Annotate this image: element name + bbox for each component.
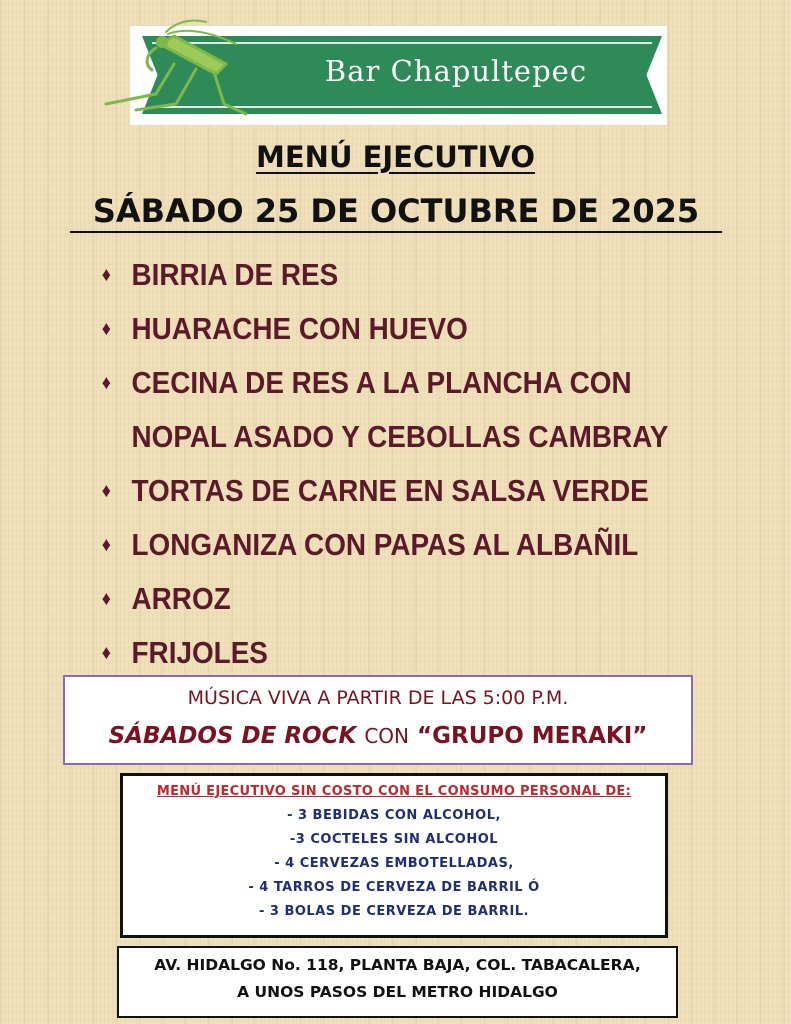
diamond-bullet-icon: ♦ [101,318,111,340]
promo-line: - 3 BOLAS DE CERVEZA DE BARRIL. [258,904,529,919]
address-box [117,946,678,1018]
menu-item [100,464,712,518]
menu-item [100,302,712,356]
diamond-bullet-icon: ♦ [101,588,111,610]
diamond-bullet-icon: ♦ [101,264,111,286]
menu-title [0,140,791,174]
menu-item-text: BIRRIA DE RES [131,257,339,292]
menu-item-text: LONGANIZA CON PAPAS AL ALBAÑIL [131,527,639,562]
promo-title: MENÚ EJECUTIVO SIN COSTO CON EL CONSUMO PERSONAL DE: [156,784,632,799]
address-line-1: AV. HIDALGO No. 118, PLANTA BAJA, COL. TABACALERA, [154,956,641,974]
menu-item-text: FRIJOLES [131,635,268,670]
diamond-bullet-icon: ♦ [101,480,111,502]
menu-item-text: NOPAL ASADO Y CEBOLLAS CAMBRAY [131,419,669,454]
promo-line: -3 COCTELES SIN ALCOHOL [289,832,499,847]
band-connector: CON [364,724,409,748]
address-line-2: A UNOS PASOS DEL METRO HIDALGO [237,983,558,1001]
menu-item-continuation [100,410,712,464]
diamond-bullet-icon: ♦ [101,534,111,556]
menu-item-text: CECINA DE RES A LA PLANCHA CON [131,365,632,400]
menu-title-text: MENÚ EJECUTIVO [256,140,535,174]
menu-date: SÁBADO 25 DE OCTUBRE DE 2025 [70,192,722,233]
menu-item-text: ARROZ [131,581,231,616]
live-music-band [65,723,691,749]
menu-item [100,518,712,572]
live-music-time: MÚSICA VIVA A PARTIR DE LAS 5:00 P.M. [187,687,569,709]
brand-name: Bar Chapultepec [324,54,588,88]
diamond-bullet-icon: ♦ [101,372,111,394]
rock-saturdays: SÁBADOS DE ROCK [108,723,357,749]
menu-list [100,248,780,680]
promo-box [120,773,668,938]
menu-item-text: TORTAS DE CARNE EN SALSA VERDE [131,473,649,508]
menu-item [100,572,712,626]
menu-item [100,248,712,302]
brand-banner [96,14,674,126]
promo-line: - 4 CERVEZAS EMBOTELLADAS, [274,856,514,871]
promo-line: - 3 BEBIDAS CON ALCOHOL, [287,808,501,823]
live-music-box [63,675,693,765]
menu-item [100,626,712,680]
menu-item-text: HUARACHE CON HUEVO [131,311,468,346]
menu-item [100,356,712,410]
diamond-bullet-icon: ♦ [101,642,111,664]
band-name: “GRUPO MERAKI” [417,723,648,749]
grasshopper-icon [96,14,256,124]
promo-line: - 4 TARROS DE CERVEZA DE BARRIL Ó [248,880,540,895]
